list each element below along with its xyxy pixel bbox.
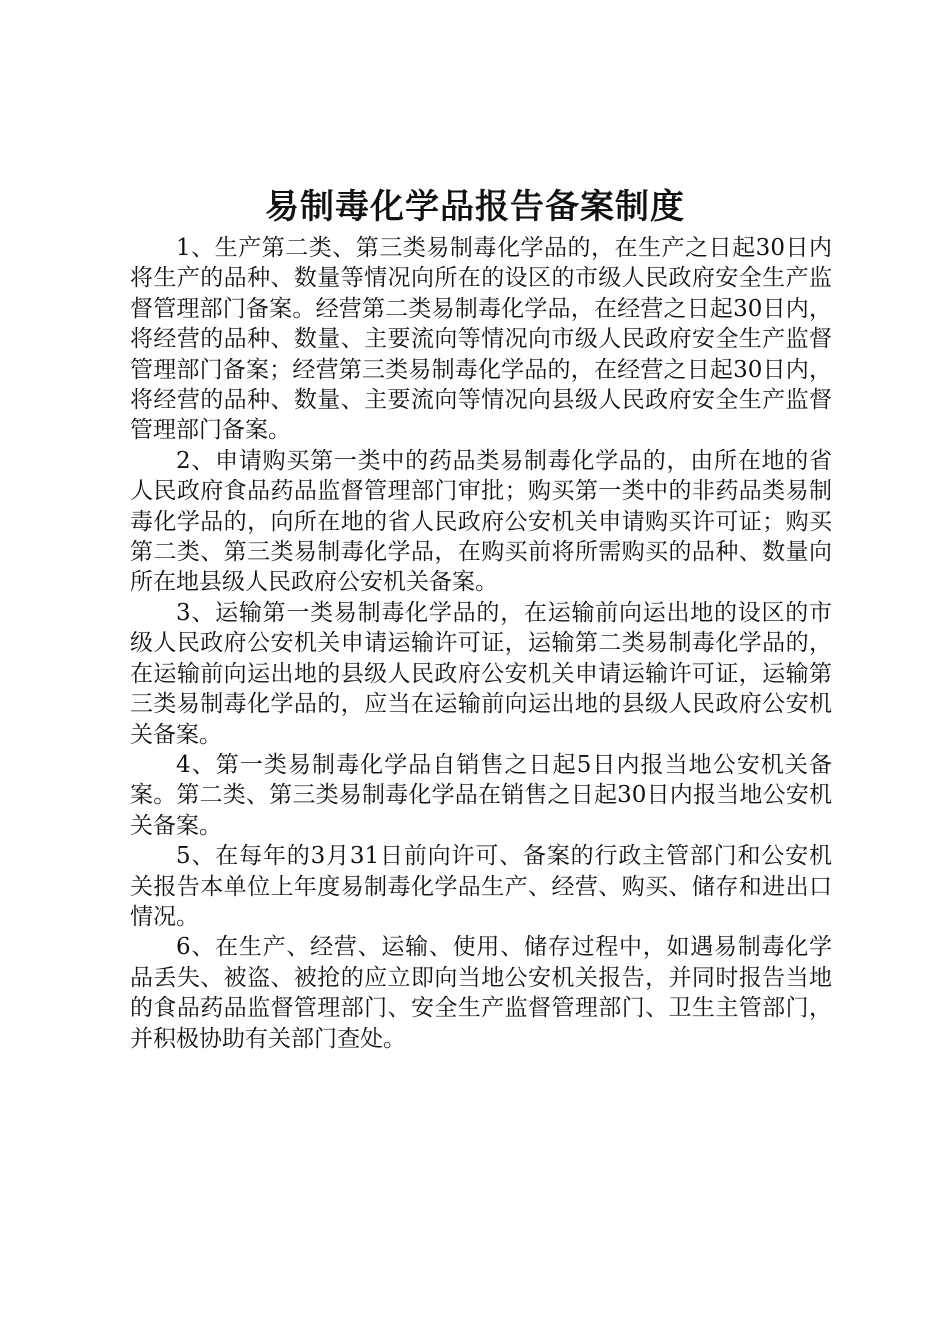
paragraph-3: 3、运输第一类易制毒化学品的，在运输前向运出地的设区的市级人民政府公安机关申请运输许可证，运输第二类易制毒化学品的，在运输前向运出地的县级人民政府公安机关申请运输许可证，运输第三类易制毒化学品的，应当在运输前向运出地的县级人民政府公安机关备案。 <box>130 599 832 748</box>
paragraph-5: 5、在每年的3月31日前向许可、备案的行政主管部门和公安机关报告本单位上年度易制毒化学品生产、经营、购买、储存和进出口情况。 <box>130 843 832 930</box>
document-title: 易制毒化学品报告备案制度 <box>265 187 685 227</box>
document-body <box>130 233 832 1054</box>
paragraph-1: 1、生产第二类、第三类易制毒化学品的，在生产之日起30日内将生产的品种、数量等情况向所在的设区的市级人民政府安全生产监督管理部门备案。经营第二类易制毒化学品，在经营之日起30日内，将经营的品种、数量、主要流向等情况向市级人民政府安全生产监督管理部门备案；经营第三类易制毒化学品的，在经营之日起30日内，将经营的品种、数量、主要流向等情况向县级人民政府安全生产监督管理部门备案。 <box>130 235 832 444</box>
paragraph-4: 4、第一类易制毒化学品自销售之日起5日内报当地公安机关备案。第二类、第三类易制毒化学品在销售之日起30日内报当地公安机关备案。 <box>130 751 832 839</box>
paragraph-2: 2、申请购买第一类中的药品类易制毒化学品的，由所在地的省人民政府食品药品监督管理部门审批；购买第一类中的非药品类易制毒化学品的，向所在地的省人民政府公安机关申请购买许可证；购买第二类、第三类易制毒化学品，在购买前将所需购买的品种、数量向所在地县级人民政府公安机关备案。 <box>130 447 832 596</box>
paragraph-6: 6、在生产、经营、运输、使用、储存过程中，如遇易制毒化学品丢失、被盗、被抢的应立即向当地公安机关报告，并同时报告当地的食品药品监督管理部门、安全生产监督管理部门、卫生主管部门，并积极协助有关部门查处。 <box>130 934 832 1052</box>
